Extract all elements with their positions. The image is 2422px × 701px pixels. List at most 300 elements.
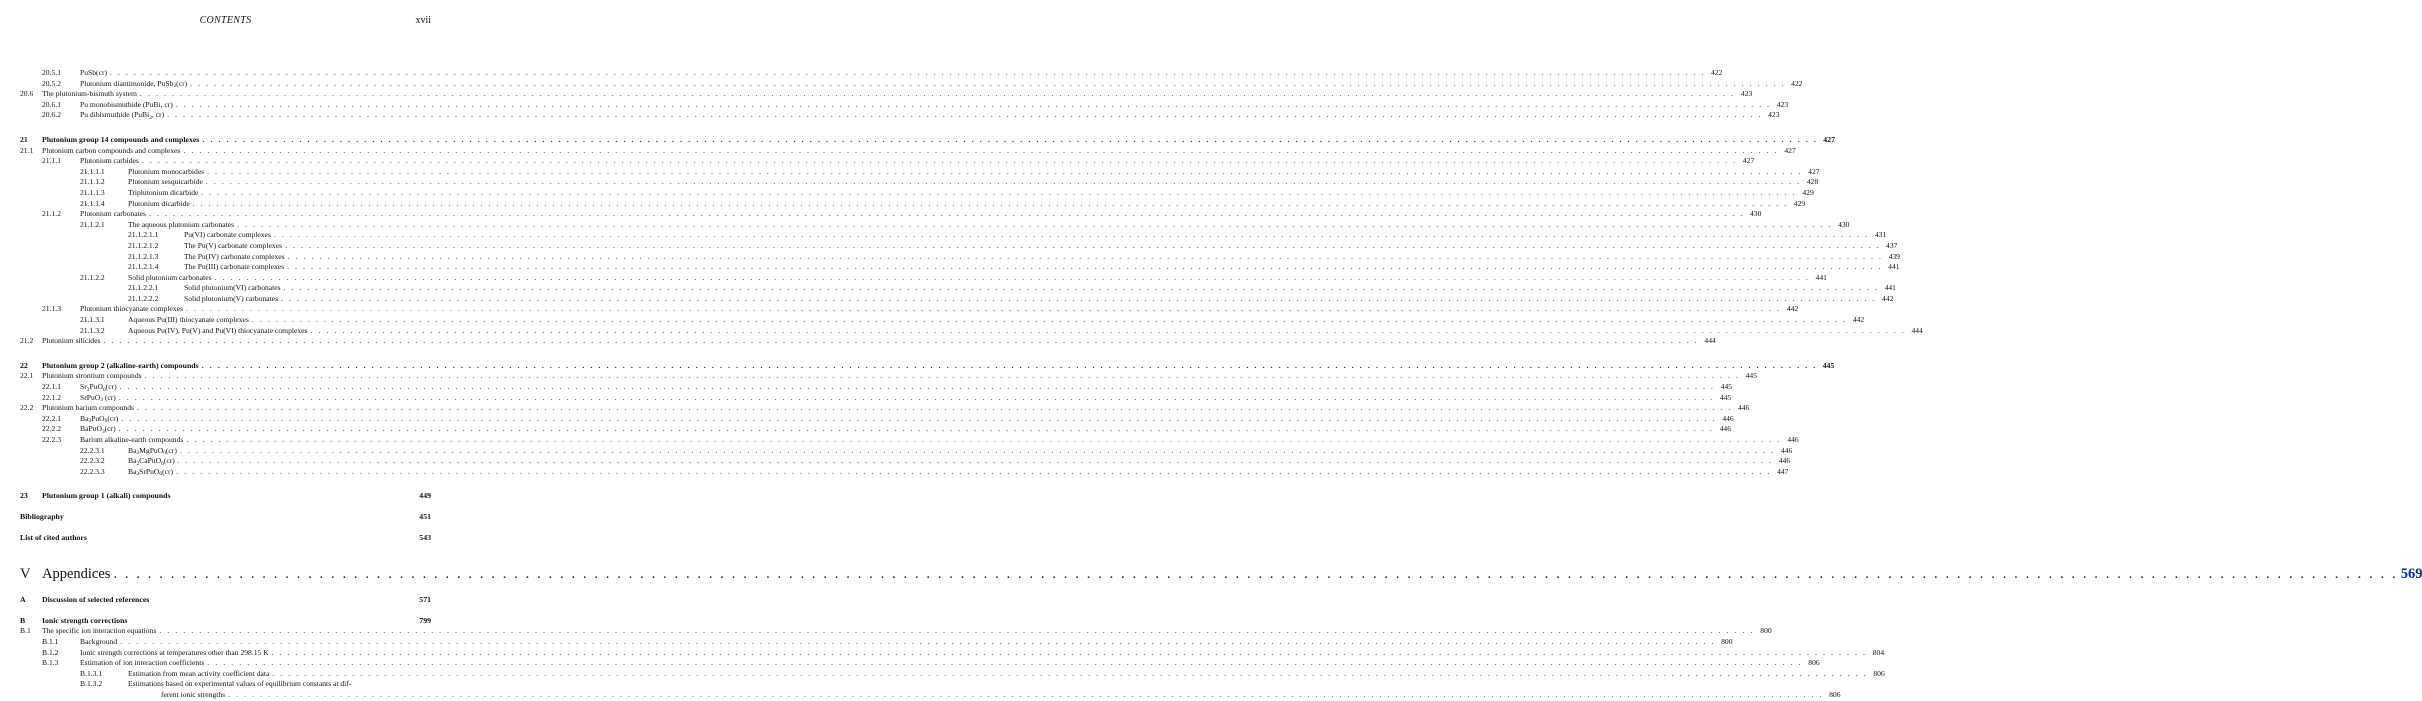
toc-entry-number: 21.1: [20, 145, 34, 155]
header-title: CONTENTS: [199, 15, 252, 26]
toc-entry-page: 446: [1780, 445, 1793, 455]
subscript: 2: [136, 471, 140, 478]
dot-leader: . . . . . . . . . . . . . . . . . . . . . . . . . . . . . . . . . . . . . . . . . . . . . . . . . . . . . . . . . . . . . . . . . . . . . . . . . . . . . . . . . . . . . . . . . . . . . . . . . . . . . . . . . . . . . . . . . . . . . . . . . . . . . . . . . . . . . . . . . . . . . . . . . . . . . . . . . . . . . . . . . . . . . . . . . . . . . . . . . . . . . . . . . . . . . . . . . . . . . . . .: [176, 466, 1772, 476]
subscript: 6: [161, 460, 164, 467]
spacer: [20, 543, 431, 563]
toc-entry-page: 427: [1808, 166, 1820, 176]
title-text: (cr): [104, 424, 116, 434]
title-text: Ba: [80, 413, 89, 423]
toc-entry-number: 22.2.3.2: [80, 456, 105, 466]
toc-entry[interactable]: [20, 110, 1780, 121]
toc-entry-page: 444: [1911, 325, 1923, 335]
dot-leader: . . . . . . . . . . . . . . . . . . . . . . . . . . . . . . . . . . . . . . . . . . . . . . . . . . . . . . . . . . . . . . . . . . . . . . . . . . . . . . . . . . . . . . . . . . . . . . . . . . . . . . . . . . . . . . . . . . . . . . . . . . . . . . . . . . . . . . . . . . . . . . . . . . . . . . . . . . . . . . . . . . . . . . . . . . . . . . . . . . . . . . . . . . . . . . . . . . . . . . . .: [139, 89, 1736, 99]
title-text: Plutonium sesquicarbide: [128, 177, 203, 187]
toc-entry[interactable]: [20, 304, 1799, 315]
spacer: [20, 585, 431, 595]
toc-entry-number: 21.1.2.2.1: [128, 283, 159, 293]
dot-leader: . . . . . . . . . . . . . . . . . . . . . . . . . . . . . . . . . . . . . . . . . . . . . . . . . . . . . . . . . . . . . . . . . . . . . . . . . . . . . . . . . . . . . . . . . . . . . . . . . . . . . . . . . . . . . . . . . . . . . . . . . . . . . . . . . . . . . . . . . . . . . . . . . . . . . . . . . . . . . . . . . . . . . . . . . . . . . . . . . . . . . . . . . . . . . . . . . . . . . . . .: [207, 658, 1803, 668]
toc-entry-number: 20.6.1: [42, 99, 61, 109]
toc-entry-title: [128, 315, 249, 326]
dot-leader: . . . . . . . . . . . . . . . . . . . . . . . . . . . . . . . . . . . . . . . . . . . . . . . . . . . . . . . . . . . . . . . . . . . . . . . . . . . . . . . . . . . . . . . . . . . . . . . . . . . . . . . . . . . . . . . . . . . . . . . . . . . . . . . . . . . . . . . . . . . . . . . . . . . . . . . . . . . . . . . . . . . . . . . . . . . . . . . . . . . . . . . . . . . . . . . . . . . . . . . .: [185, 304, 1782, 314]
toc-entry-page: 422: [1710, 68, 1723, 77]
title-text: (cr): [163, 456, 175, 466]
title-text: PuO: [91, 413, 105, 423]
dot-leader: . . . . . . . . . . . . . . . . . . . . . . . . . . . . . . . . . . . . . . . . . . . . . . . . . . . . . . . . . . . . . . . . . . . . . . . . . . . . . . . . . . . . . . . . . . . . . . . . . . . . . . . . . . . . . . . . . . . . . . . . . . . . . . . . . . . . . . . . . . . . . . . . . . . . . . . . . . . . . . . . . . . . . . . . . . . . . . . . . . . . . . . . . . . . . . . . . . . . . . . .: [205, 177, 1802, 187]
dot-leader: . . . . . . . . . . . . . . . . . . . . . . . . . . . . . . . . . . . . . . . . . . . . . . . . . . . . . . . . . . . . . . . . . . . . . . . . . . . . . . . . . . . . . . . . . . . . . . . . . . . . . . . . . . . . . . . . . . . . . . . . . . . . . . . . . . . . . . . . . . . . . . . . . . . . . . . . . . . . . . . . . . . . . . . . . . . . . . . . . . . . . . . . . . . . . . . . . . . . . . . .: [120, 636, 1716, 646]
toc-entry-page: 441: [1884, 283, 1896, 293]
dot-leader: . . . . . . . . . . . . . . . . . . . . . . . . . . . . . . . . . . . . . . . . . . . . . . . . . . . . . . . . . . . . . . . . . . . . . . . . . . . . . . . . . . . . . . . . . . . . . . . . . . . . . . . . . . . . . . . . . . . . . . . . . . . . . . . . . . . . . . . . . . . . . . . . . . . . . . . . . . . . . . . . . . . . . . . . . . . . . . . . . . . . . . . . . . . . . . . . . . . . . . . .: [202, 134, 1818, 144]
toc-entry-page: 428: [1806, 177, 1819, 187]
subscript: 6: [159, 471, 163, 478]
toc-entry-page: 447: [1777, 466, 1789, 476]
dot-leader: . . . . . . . . . . . . . . . . . . . . . . . . . . . . . . . . . . . . . . . . . . . . . . . . . . . . . . . . . . . . . . . . . . . . . . . . . . . . . . . . . . . . . . . . . . . . . . . . . . . . . . . . . . . . . . . . . . . . . . . . . . . . . . . . . . . . . . . . . . . . . . . . . . . . . . . . . . . . . . . . . . . . . . . . . . . . . . . . . . . . . . . . . . . . . . . . . . . . . . . .: [183, 145, 1779, 155]
toc-entry[interactable]: [20, 371, 1757, 382]
toc-entry-number: B.1: [20, 626, 31, 636]
toc-entry[interactable]: [20, 647, 1885, 659]
dot-leader: . . . . . . . . . . . . . . . . . . . . . . . . . . . . . . . . . . . . . . . . . . . . . . . . . . . . . . . . . . . . . . . . . . . . . . . . . . . . . . . . . . . . . . . . . . . . . . . . . . . . . . . . . . . . . . . . . . . . . . . . . . . . . . . . . . . . . . . . . . . . . . . . . . . . . . . . . . . . . . . . . . . . . . . . . . . . . . . . . . . . . . . . . . . . . . . . . . . . . . . .: [281, 293, 1877, 303]
dot-leader: . . . . . . . . . . . . . . . . . . . . . . . . . . . . . . . . . . . . . . . . . . . . . . . . . . . . . . . . . . . . . . . . . . . . . . . . . . . . . . . . . . . . . . . . . . . . . . . . . . . . . . . . . . . . . . . . . . . . . . . . . . . . . . . . . . . . . . . . . . . . . . . . . . . . . . . . . . . . . . . . . . . . . . . . . . . . . . . . . . . . . . . . . . . . . . . . . . . . . . . .: [175, 99, 1772, 109]
toc-entry-title: [80, 68, 107, 79]
toc-entry[interactable]: [20, 512, 431, 523]
toc-entry-title: [42, 371, 142, 382]
subscript: 3: [101, 428, 105, 435]
toc-entry[interactable]: [20, 177, 1819, 188]
toc-entry[interactable]: [20, 325, 1923, 337]
toc-entry-page: 441: [1888, 262, 1900, 272]
title-text: Solid plutonium(VI) carbonates: [184, 283, 281, 293]
dot-leader: . . . . . . . . . . . . . . . . . . . . . . . . . . . . . . . . . . . . . . . . . . . . . . . . . . . . . . . . . . . . . . . . . . . . . . . . . . . . . . . . . . . . . . . . . . . . . . . . . . . . . . . . . . . . . . . . . . . . . . . . . . . . . . . . . . . . . . . . . . . . . . . . . . . . . . . . . . . . . . . . . . . . . . . . . . . . . . . . . . . . . . . . . . . . . . . . . . . . . . . .: [118, 424, 1714, 434]
toc-entry-page: 423: [1768, 110, 1780, 120]
toc-entry-page: 445: [1822, 360, 1835, 370]
title-text: Pu dibismuthide (PuBi: [80, 110, 150, 120]
title-text: SrPuO: [139, 466, 160, 476]
title-text: Plutonium group 1 (alkali) compounds: [42, 491, 171, 501]
toc-entry-page: 451: [419, 511, 431, 521]
title-text: Ionic strength corrections: [42, 615, 128, 625]
toc-entry-title: [80, 637, 117, 648]
toc-entry-number: 21: [20, 134, 28, 144]
toc-entry-title: [128, 273, 212, 284]
toc-entry[interactable]: [20, 466, 1789, 478]
toc-entry[interactable]: [20, 336, 1716, 347]
dot-leader: . . . . . . . . . . . . . . . . . . . . . . . . . . . . . . . . . . . . . . . . . . . . . . . . . . . . . . . . . . . . . . . . . . . . . . . . . . . . . . . . . . . . . . . . . . . . . . . . . . . . . . . . . . . . . . . . . . . . . . . . . . . . . . . . . . . . . . . . . . . . . . . . . . . . . . . . . . . . . . . . . . . . . . . . . . . . . . . . . . . . . . . . . . . . . . . . . . . . . . . .: [251, 315, 1848, 325]
dot-leader: . . . . . . . . . . . . . . . . . . . . . . . . . . . . . . . . . . . . . . . . . . . . . . . . . . . . . . . . . . . . . . . . . . . . . . . . . . . . . . . . . . . . . . . . . . . . . . . . . . . . . . . . . . . . . . . . . . . . . . . . . . . . . . . . . . . . . . . . . . . . . . . . . . . . . . . . . . . . . . . . . . . . . . . . . . . . . . . . . . . . . . . . . . . . . . . . . . . . . . . .: [192, 198, 1789, 208]
toc-entry-page: 446: [1787, 435, 1799, 444]
toc-entry-page: 427: [1823, 134, 1835, 144]
title-text: Solid plutonium carbonates: [128, 272, 212, 282]
title-text: Plutonium diantimonide, PuSb: [80, 78, 174, 88]
toc-entry-page: 429: [1793, 198, 1806, 208]
title-text: SrPuO: [80, 392, 101, 402]
toc-entry-number: 21.1.2: [42, 209, 61, 219]
toc-entry-number: 21.2: [20, 336, 34, 346]
title-text: Estimation of ion interaction coefficients: [80, 658, 205, 668]
title-text: Pu monobismuthide (PuBi, cr): [80, 99, 173, 109]
toc-entry-title: [184, 241, 282, 252]
toc-entry[interactable]: [20, 563, 2422, 585]
toc-entry-page: 430: [1838, 219, 1850, 229]
toc-entry-number: 22.1.2: [42, 392, 61, 402]
toc-entry-title: [128, 669, 269, 680]
toc-entry-page: 445: [1745, 371, 1757, 381]
title-text: (cr): [176, 78, 188, 88]
dot-leader: . . . . . . . . . . . . . . . . . . . . . . . . . . . . . . . . . . . . . . . . . . . . . . . . . . . . . . . . . . . . . . . . . . . . . . . . . . . . . . . . . . . . . . . . . . . . . . . . . . . . . . . . . . . . . . . . . . . . . . . . . . . . . . . . . . . . . . . . . . . . . . . . . . . . . . . . . . . . . . . . . . . . . . . . . . . . . . . . . . . . . . . . . . . . . . . . . . . . . . . .: [103, 336, 1699, 346]
toc-entry[interactable]: [20, 456, 1791, 467]
title-text: Plutonium dicarbide: [128, 198, 190, 208]
spacer: [20, 606, 431, 616]
toc-entry-title: [42, 403, 134, 414]
title-text: Ba: [128, 445, 137, 455]
toc-entry[interactable]: [20, 134, 1835, 146]
dot-leader: . . . . . . . . . . . . . . . . . . . . . . . . . . . . . . . . . . . . . . . . . . . . . . . . . . . . . . . . . . . . . . . . . . . . . . . . . . . . . . . . . . . . . . . . . . . . . . . . . . . . . . . . . . . . . . . . . . . . . . . . . . . . . . . . . . . . . . . . . . . . . . . . . . . . . . . . . . . . . . . . . . . . . . . . . . . . . . . . . . . . . . . . . . . . . . . . . . . . . . . .: [271, 647, 1868, 657]
toc-entry-title: [80, 648, 269, 659]
title-text: Estimations based on experimental values of equilibrium constants at dif-: [128, 679, 352, 689]
toc-entry[interactable]: [20, 658, 1820, 669]
subscript: 3: [88, 418, 92, 425]
toc-entry-title: [128, 220, 234, 231]
toc-entry-page: 430: [1750, 209, 1762, 219]
toc-entry-title: [128, 167, 204, 178]
toc-entry-page: 799: [419, 615, 431, 625]
toc-entry-number: 22.2.3.1: [80, 445, 105, 455]
toc-entry[interactable]: [20, 360, 1835, 372]
toc-entry-number: 22.1: [20, 371, 34, 381]
toc-entry-page: 444: [1704, 336, 1716, 346]
toc-entry[interactable]: [20, 636, 1733, 648]
dot-leader: . . . . . . . . . . . . . . . . . . . . . . . . . . . . . . . . . . . . . . . . . . . . . . . . . . . . . . . . . . . . . . . . . . . . . . . . . . . . . . . . . . . . . . . . . . . . . . . . . . . . . . . . . . . . . . . . . . . . . . . . . . . . . . . . . . . . . . . . . . . . . . . . . . . . . . . . . . . . . . . . . . . . . . . . . . . . . . . . . . . . . . . . . . . . . . . . . . . . . . . .: [121, 413, 1717, 423]
title-text: The Pu(IV) carbonate complexes: [184, 251, 285, 261]
title-text: Plutonium group 2 (alkaline-earth) compounds: [42, 360, 199, 370]
toc-entry[interactable]: [20, 230, 1887, 241]
toc-entry[interactable]: [20, 435, 1799, 446]
toc-entry[interactable]: [20, 262, 1900, 273]
toc-entry-number: 20.6.2: [42, 110, 61, 120]
toc-entry-title: [161, 690, 225, 701]
toc-entry[interactable]: [20, 679, 431, 690]
toc-entry-number: A: [20, 595, 26, 605]
toc-entry-title: [80, 209, 146, 220]
title-text: BaPuO: [80, 424, 102, 434]
title-text: The specific ion interaction equations: [42, 626, 157, 636]
toc-entry-page: 571: [419, 595, 431, 605]
title-text: Ba: [128, 466, 137, 476]
toc-entry-number: B.1.1: [42, 636, 59, 646]
dot-leader: . . . . . . . . . . . . . . . . . . . . . . . . . . . . . . . . . . . . . . . . . . . . . . . . . . . . . . . . . . . . . . . . . . . . . . . . . . . . . . . . . . . . . . . . . . . . . . . . . . . . . . . . . . . . . . . . . . . . . . . . . . . . . . . . . . . . . . . . . . . . . . . . . . . . . . . . . . . . . . . . . . . . . . . . . . . . . . . . . . . . . . . . . . . . . . . . . . . . . . . .: [177, 456, 1774, 466]
title-text: Plutonium monocarbides: [128, 166, 205, 176]
toc-entry-title: [42, 491, 171, 502]
dot-leader: . . . . . . . . . . . . . . . . . . . . . . . . . . . . . . . . . . . . . . . . . . . . . . . . . . . . . . . . . . . . . . . . . . . . . . . . . . . . . . . . . . . . . . . . . . . . . . . . . . . . . . . . . . . . . . . . . . . . . . . . . . . . . . . . . . . . . . . . . . . . . . . . . . . . . . . . . . . . . . . . . . . . . . . . . . . . . . . . . . . . . . . . . . . . . . . . . . . . . . . .: [141, 156, 1738, 166]
toc-entry-number: B.1.3: [42, 658, 59, 668]
toc-entry-page: 442: [1786, 304, 1799, 314]
toc-entry-page: 446: [1719, 424, 1731, 434]
toc-entry-page: 442: [1882, 293, 1894, 303]
toc-entry-number: 21.1.3.2: [80, 325, 105, 335]
title-text: Bibliography: [20, 511, 64, 521]
toc-entry[interactable]: [20, 283, 1896, 294]
title-text: Aqueous Pu(III) thiocyanate complexes: [128, 315, 249, 325]
toc-entry-page: 800: [1721, 636, 1733, 646]
toc-entry-title: [128, 679, 351, 690]
toc-entry-title: [184, 262, 284, 273]
spacer: [20, 347, 431, 361]
toc-entry-number: 20.5.1: [42, 68, 61, 77]
toc-entry[interactable]: [20, 187, 1814, 199]
title-text: Ba: [128, 456, 137, 466]
toc-entry[interactable]: [20, 145, 1796, 157]
dot-leader: . . . . . . . . . . . . . . . . . . . . . . . . . . . . . . . . . . . . . . . . . . . . . . . . . . . . . . . . . . . . . . . . . . . . . . . . . . . . . . . . . . . . . . . . . . . . . . . . . . . . . . . . . . . . . . . . . . . . . . . . . . . . . . . . . . . . . . . . . . . . . . . . . . . . . . . . . . . . . . . . . . . . . . . . . . . . . . . . . . . . . . . . . . . . . . . . . . . . . . . .: [167, 110, 1763, 120]
toc-entry-page: 445: [1720, 382, 1733, 392]
toc-entry-title: [80, 304, 183, 315]
title-text: Triplutonium dicarbide: [128, 187, 199, 197]
toc-entry[interactable]: [20, 445, 1793, 457]
toc-entry-number: 21.1.1: [42, 156, 61, 166]
subscript: 2: [149, 114, 152, 121]
toc-entry[interactable]: [20, 89, 1753, 100]
toc-entry-number: 23: [20, 491, 28, 501]
dot-leader: . . . . . . . . . . . . . . . . . . . . . . . . . . . . . . . . . . . . . . . . . . . . . . . . . . . . . . . . . . . . . . . . . . . . . . . . . . . . . . . . . . . . . . . . . . . . . . . . . . . . . . . . . . . . . . . . . . . . . . . . . . . . . . . . . . . . . . . . . . . . . . . . . . . . . . . . . . . . . . . . . . . . . . . . . . . . . . . . . . . . . . . . . . . . . . . . . . . . . . . .: [201, 187, 1797, 197]
title-text: (cr): [165, 445, 177, 455]
toc-entry-number: 20.5.2: [42, 78, 61, 88]
toc-entry-page: 543: [419, 532, 431, 542]
toc-entry-number: 22.2.3.3: [80, 466, 105, 476]
toc-entry-page: 445: [1719, 392, 1732, 402]
toc-entry-page: 446: [1778, 456, 1791, 466]
title-text: (cr): [162, 466, 174, 476]
toc-entry[interactable]: [20, 68, 1723, 79]
title-text: MgPuO: [139, 445, 164, 455]
toc-entry[interactable]: [20, 626, 1772, 637]
dot-leader: . . . . . . . . . . . . . . . . . . . . . . . . . . . . . . . . . . . . . . . . . . . . . . . . . . . . . . . . . . . . . . . . . . . . . . . . . . . . . . . . . . . . . . . . . . . . . . . . . . . . . . . . . . . . . . . . . . . . . . . . . . . . . . . . . . . . . . . . . . . . . . . . . . . . . . . . . . . . . . . . . . . . . . . . . . . . . . . . . . . . . . . . . . . . . . . . . . . . . . . .: [149, 209, 1745, 219]
dot-leader: . . . . . . . . . . . . . . . . . . . . . . . . . . . . . . . . . . . . . . . . . . . . . . . . . . . . . . . . . . . . . . . . . . . . . . . . . . . . . . . . . . . . . . . . . . . . . . . . . . . . . . . . . . . . . . . . . . . . . . . . . . . . . . . . . . . . . . . . . . . . . . . . . . . . . . . . . . . . . . . . . . . . . . . . . . . . . . . . . . . . . . . . . . . . . . . . . . . . . . . .: [214, 272, 1810, 282]
toc-entry-page: 423: [1776, 99, 1789, 109]
toc-entry-title: [42, 595, 149, 606]
toc-entry[interactable]: [20, 413, 1734, 425]
toc-entry-title: [20, 512, 64, 523]
title-text: (cr): [102, 392, 116, 402]
title-text: Plutonium barium compounds: [42, 403, 134, 413]
toc-entry-page: 427: [1784, 145, 1796, 155]
title-text: The Pu(V) carbonate complexes: [184, 240, 283, 250]
toc-entry-title: [184, 252, 285, 263]
toc-entry-title: [184, 294, 278, 305]
title-text: CaPuO: [139, 456, 162, 466]
dot-leader: . . . . . . . . . . . . . . . . . . . . . . . . . . . . . . . . . . . . . . . . . . . . . . . . . . . . . . . . . . . . . . . . . . . . . . . . . . . . . . . . . . . . . . . . . . . . . . . . . . . . . . . . . . . . . . . . . . . . . . . . . . . . . . . . . . . . . . . . . . . . . . . . . . . . . . . . . . . . . . . . . . . . . . . . . . . . . . . . . . . . . . . . . . . . . . . . . . . . . . . .: [285, 240, 1881, 250]
toc-entry-page: 439: [1888, 251, 1900, 261]
toc-entry-title: [80, 156, 139, 167]
title-text: Solid plutonium(V) carbonates: [184, 293, 279, 303]
toc-entry-number: 22: [20, 360, 28, 370]
toc-entry-title: [42, 89, 137, 100]
toc-entry[interactable]: [20, 491, 431, 502]
title-text: Plutonium carbides: [80, 156, 139, 166]
title-text: PuO: [89, 382, 103, 392]
title-text: Background: [80, 636, 118, 646]
subscript: 6: [102, 386, 106, 393]
toc-entry[interactable]: [20, 668, 1885, 680]
dot-leader: . . . . . . . . . . . . . . . . . . . . . . . . . . . . . . . . . . . . . . . . . . . . . . . . . . . . . . . . . . . . . . . . . . . . . . . . . . . . . . . . . . . . . . . . . . . . . . . . . . . . . . . . . . . . . . . . . . . . . . . . . . . . . . . . . . . . . . . . . . . . . . . . . . . . . . . . . . . . . . . . . . . . . . . . . . . . . . . . . . . . . . . . . . . . . . . . . . . . . . . .: [287, 251, 1883, 261]
toc-entry-number: 21.1.1.1: [80, 166, 105, 176]
dot-leader: . . . . . . . . . . . . . . . . . . . . . . . . . . . . . . . . . . . . . . . . . . . . . . . . . . . . . . . . . . . . . . . . . . . . . . . . . . . . . . . . . . . . . . . . . . . . . . . . . . . . . . . . . . . . . . . . . . . . . . . . . . . . . . . . . . . . . . . . . . . . . . . . . . . . . . . . . . . . . . . . . . . . . . . . . . . . . . . . . . . . . . . . . . . . . . . . . . . . . . . .: [273, 230, 1870, 240]
toc-entry-title: [80, 658, 204, 669]
subscript: 3: [100, 397, 103, 404]
toc-entry[interactable]: [20, 382, 1733, 393]
toc-entry[interactable]: [20, 403, 1750, 414]
subscript: 2: [136, 450, 140, 457]
title-text: Appendices: [42, 566, 111, 583]
title-text: Plutonium carbonates: [80, 209, 147, 219]
toc-entry-number: B: [20, 615, 26, 625]
dot-leader: . . . . . . . . . . . . . . . . . . . . . . . . . . . . . . . . . . . . . . . . . . . . . . . . . . . . . . . . . . . . . . . . . . . . . . . . . . . . . . . . . . . . . . . . . . . . . . . . . . . . . . . . . . . . . . . . . . . . . . . . . . . . . . . . . . . . . . . . . . . . . . . . . . . . . . . . . . . . . . . . . . . . . . . . . . . . . . . . . . . . . . . . . . . . . . . . . . . . . . . .: [136, 403, 1733, 413]
toc-entry[interactable]: [20, 99, 1789, 111]
toc-entry[interactable]: [20, 616, 431, 627]
spacer: [20, 523, 431, 533]
dot-leader: . . . . . . . . . . . . . . . . . . . . . . . . . . . . . . . . . . . . . . . . . . . . . . . . . . . . . . . . . . . . . . . . . . . . . . . . . . . . . . . . . . . . . . . . . . . . . . . . . . . . . . . . . . . . . . . . . . . . . . . . . . . . . . . . . . . . . . . . . . . . . . . . . . . . . . . . . . . . . . . . . . . . . . . . . . . . . . . . . . . . . . . . . . . . . . . . . . . . . . . .: [179, 445, 1776, 455]
toc-entry-title: [42, 361, 199, 372]
title-text: Estimation from mean activity coefficient data: [128, 668, 270, 678]
toc-entry-title: [184, 283, 281, 294]
toc-entry-title: [128, 199, 190, 210]
toc-entry-number: 22.2: [20, 403, 34, 413]
dot-leader: . . . . . . . . . . . . . . . . . . . . . . . . . . . . . . . . . . . . . . . . . . . . . . . . . . . . . . . . . . . . . . . . . . . . . . . . . . . . . . . . . . . . . . . . . . . . . . . . . . . . . . . . . . . . . . . . . . . . . . . . . . . . . . . . . . . . . . . . . . . . . . . . . . . . . . . . . . . . . . . . . . . . . . . . . . . . . . . . . . . . . . . . . . . . . . . . . . . . . . . .: [190, 78, 1786, 88]
title-text: The plutonium-bismuth system: [42, 89, 137, 99]
toc-entry[interactable]: [20, 272, 1827, 284]
toc-entry-number: 22.2.3: [42, 435, 61, 444]
toc-entry-page: 429: [1802, 187, 1814, 197]
toc-entry[interactable]: [20, 78, 1803, 90]
title-text: Plutonium silicides: [42, 336, 101, 346]
header-page-number: xvii: [415, 15, 431, 26]
toc-entry-page: 423: [1740, 89, 1753, 99]
toc-entry-page: 806: [1808, 658, 1820, 668]
title-text: Barium alkaline-earth compounds: [80, 435, 184, 444]
spacer: [20, 477, 431, 491]
toc-entry-number: 21.1.1.2: [80, 177, 105, 187]
dot-leader: . . . . . . . . . . . . . . . . . . . . . . . . . . . . . . . . . . . . . . . . . . . . . . . . . . . . . . . . . . . . . . . . . . . . . . . . . . . . . . . . . . . . . . . . . . . . . . . . . . . . . . . . . . . . . . . . . . . . . . . . . . . . . . . . . . . . . . . . . . . . . . . . . . . . . . . . . . . . . . . . . . . . . . . . . . . . . . . . . . . . . . . . . . . . . . . . . . . . . . . .: [310, 325, 1906, 335]
toc-entry[interactable]: [20, 533, 431, 544]
title-text: Plutonium strontium compounds: [42, 371, 142, 381]
dot-leader: . . . . . . . . . . . . . . . . . . . . . . . . . . . . . . . . . . . . . . . . . . . . . . . . . . . . . . . . . . . . . . . . . . . . . . . . . . . . . . . . . . . . . . . . . . . . . . . . . . . . . . . . . . . . . . . . . . . . . . . . . . . . . . . . . . . . . . . . . . . . . . . . . . . . . . . . . . . . . . . . . . . . . . . . . . . . . . . . . . . . . . . . . . . . . . . . . . . . . . . .: [144, 371, 1740, 381]
toc-entry-number: 22.1.1: [42, 382, 61, 392]
toc-entry-title: [128, 326, 307, 337]
table-of-contents: [20, 68, 2422, 701]
toc-entry-page: 806: [1873, 668, 1885, 678]
toc-entry-title: [42, 336, 100, 347]
toc-entry[interactable]: [20, 156, 1755, 167]
subscript: 6: [163, 450, 166, 457]
dot-leader: . . . . . . . . . . . . . . . . . . . . . . . . . . . . . . . . . . . . . . . . . . . . . . . . . . . . . . . . . . . . . . . . . . . . . . . . . . . . . . . . . . . . . . . . . . . . . . . . . . . . . . . . . . . . . . . . . . . . . . . . . . . . . . . . . . . . . . . . . . . . . . . . . . . . . . . . . . . . . . . . . . . . . . . . . . . . . . . . . . . . . . . . . . . . . . . . . . . . . . . .: [237, 219, 1833, 229]
title-text: Plutonium group 14 compounds and complexes: [42, 134, 200, 144]
dot-leader: . . . . . . . . . . . . . . . . . . . . . . . . . . . . . . . . . . . . . . . . . . . . . . . . . . . . . . . . . . . . . . . . . . . . . . . . . . . . . . . . . . . . . . . . . . . . . . . . . . . . . . . . . . . . . . . . . . . . . . . . . . . . . . . . . . . . . . . . . . . . . . . . . . . . . . . . . . . . . . . . . . . . . . . . . . . . . . . . . . . . . . . . . . . . . . . . . . . . . . . .: [207, 166, 1803, 176]
toc-entry-number: 22.2.2: [42, 424, 61, 434]
spacer: [20, 502, 431, 512]
toc-entry[interactable]: [20, 293, 1894, 305]
dot-leader: . . . . . . . . . . . . . . . . . . . . . . . . . . . . . . . . . . . . . . . . . . . . . . . . . . . . . . . . . . . . . . . . . . . . . . . . . . . . . . . . . . . . . . . . . . . . . . . . . . . . . . . . . . . . . . . . . . . . . . . . . . . . . . . . . . . . . . . . . . . . . . . . . . . . . . . . . . . . . . . . . . . . . . . . . . . . . . . . . . . . . . . . . . . . . . . . . . . . . . . .: [159, 626, 1755, 636]
toc-entry-number: 21.1.1.3: [80, 187, 105, 197]
toc-entry-title: [128, 177, 203, 188]
title-text: , cr): [151, 110, 165, 120]
dot-leader: . . . . . . . . . . . . . . . . . . . . . . . . . . . . . . . . . . . . . . . . . . . . . . . . . . . . . . . . . . . . . . . . . . . . . . . . . . . . . . . . . . . . . . . . . . . . . . . . . . . . . . . . . . . . . . . . . . . . . . . . . . . . . . . . . . . . . . . . . . . . . . . . . . . . . . . . . . . . . . . . . . . . . . . . . . . . . . . . . . . . . . . . . . . . . . . . . . . . . . . .: [228, 689, 1824, 699]
toc-entry-title: [80, 110, 164, 122]
toc-entry[interactable]: [20, 209, 1762, 220]
toc-entry-page: 446: [1737, 403, 1750, 413]
toc-entry-page: 800: [1760, 626, 1772, 636]
toc-entry-page: 569: [2400, 566, 2422, 583]
toc-entry-page: 804: [1872, 647, 1885, 657]
toc-entry[interactable]: [20, 392, 1732, 404]
toc-entry-page: 441: [1815, 272, 1827, 282]
dot-leader: . . . . . . . . . . . . . . . . . . . . . . . . . . . . . . . . . . . . . . . . . . . . . . . . . . . . . . . . . . . . . . . . . . . . . . . . . . . . . . . . . . . . . . . . . . . . . . . . . . . . . . . . . . . . . . . . . . . . . . . . . . . . . . . . . . . . . . . . . . . . . . . . . . . . . . . . . . . . . . . . . . . . . . . . . . . . . . . . . . . . . . . . . . . . . . . . . . . . . . . .: [110, 68, 1706, 77]
toc-entry[interactable]: [20, 315, 1865, 326]
toc-entry-title: [184, 230, 271, 241]
toc-entry[interactable]: [20, 198, 1806, 210]
toc-entry-title: [42, 563, 110, 585]
title-text: Sr: [80, 382, 87, 392]
toc-entry-page: 431: [1874, 230, 1887, 240]
toc-entry-number: 21.1.2.1.2: [128, 240, 159, 250]
dot-leader: . . . . . . . . . . . . . . . . . . . . . . . . . . . . . . . . . . . . . . . . . . . . . . . . . . . . . . . . . . . . . . . . . . . . . . . . . . . . . . . . . . . . . . . . . . . . . . . . . . . . . . . . . . . . . . . . . . . . . . . . . . . . . . . . . . . . . . . . . . . . . . . . . . . . . . . . . . . . . . . . . . . . . . . . . . . . . . . . . . . . . . . . . . . . . . . . . . . . . . . .: [287, 262, 1883, 272]
dot-leader: . . . . . . . . . . . . . . . . . . . . . . . . . . . . . . . . . . . . . . . . . . . . . . . . . . . . . . . . . . . . . . . . . . . . . . . . . . . . . . . . . . . . . . . . . . . . . . . . . . . . . . . . . . . . . . . . . . . . . . . . . . . . . . . . . . . . . . . . . . . . . . . . . . . . . . . . . . . . . . . . . . . . . . . . . . . . . . . . . . . . . . . . . . . . . . . . . . . . . . . .: [272, 668, 1868, 678]
toc-entry[interactable]: [20, 240, 1898, 252]
subscript: 2: [136, 460, 140, 467]
title-text: Plutonium carbon compounds and complexes: [42, 145, 181, 155]
toc-entry-page: 422: [1791, 78, 1803, 88]
toc-entry-title: [42, 135, 199, 146]
toc-entry-page: 437: [1886, 240, 1898, 250]
title-text: Aqueous Pu(IV), Pu(V) and Pu(VI) thiocyanate complexes: [128, 325, 308, 335]
toc-entry-title: [80, 100, 173, 111]
dot-leader: . . . . . . . . . . . . . . . . . . . . . . . . . . . . . . . . . . . . . . . . . . . . . . . . . . . . . . . . . . . . . . . . . . . . . . . . . . . . . . . . . . . . . . . . . . . . . . . . . . . . . . . . . . . . . . . . . . . . . . . . . . . . . . . . . . . . . . . . . . . . . . . . . . . . . . . . . . . . . . . . . . . . . . . . . . . . . . . . . . . . . . . . . . . . . . . . . . . . . . . .: [283, 283, 1879, 293]
subscript: 6: [104, 418, 108, 425]
running-header: [20, 15, 431, 29]
toc-entry-number: B.1.2: [42, 647, 59, 657]
toc-entry-title: [80, 435, 183, 446]
dot-leader: . . . . . . . . . . . . . . . . . . . . . . . . . . . . . . . . . . . . . . . . . . . . . . . . . . . . . . . . . . . . . . . . . . . . . . . . . . . . . . . . . . . . . . . . . . . . . . . . . . . . . . . . . . . . . . . . . . . . . . . . . . . . . . . . . . . . . . . . . . . . . . . . . . . . . . . . . . . . . . . . . . . . . . . . . . . . . . . . . . . . . . . . . . . . . . . . . . . . . . . .: [119, 382, 1716, 392]
toc-entry-number: 21.1.2.2.2: [128, 293, 159, 303]
dot-leader: . . . . . . . . . . . . . . . . . . . . . . . . . . . . . . . . . . . . . . . . . . . . . . . . . . . . . . . . . . . . . . . . . . . . . . . . . . . . . . . . . . . . . . . . . . . . . . . . . . . . . . . . . . . . . . . . . . . . . . . . . . . . . . . . . . . . . . . . . . . . . . . . . . . . . . . . . . . . . . . . . . . . . . . . . . . . . . . . . . . . . . . . . . . . . . . . . . . . . . . .: [201, 360, 1818, 370]
title-text: ferent ionic strengths: [161, 689, 226, 699]
title-text: Plutonium thiocyanate complexes: [80, 304, 183, 314]
toc-entry[interactable]: [20, 166, 1820, 178]
toc-entry-number: B.1.3.2: [80, 679, 103, 689]
toc-entry[interactable]: [20, 219, 1850, 231]
title-text: Ionic strength corrections at temperatures other than 298.15 K: [80, 647, 269, 657]
toc-entry-page: 806: [1829, 689, 1841, 699]
toc-entry[interactable]: [20, 251, 1900, 263]
toc-entry-title: [42, 616, 127, 627]
toc-entry-number: 21.1.3.1: [80, 315, 105, 325]
toc-entry[interactable]: [20, 689, 1841, 701]
title-text: The Pu(III) carbonate complexes: [184, 262, 285, 272]
toc-entry-number: 21.1.2.1: [80, 219, 105, 229]
title-text: Pu(VI) carbonate complexes: [184, 230, 271, 240]
dot-leader: . . . . . . . . . . . . . . . . . . . . . . . . . . . . . . . . . . . . . . . . . . . . . . . . . . . . . . . . . . . . . . . . . . . . . . . . . . . . . . . . . . . . . . . . . . . . . . . . . . . . . . . . . . . . . . . . . . . . . . . . . . . . . . . . . . . . . . . . . . . . . . . . . . . . . . . . . . . . . . . . . . . . . . . . . . . . . . . . . . . . . . . . . . . . . . . . . . . . . . . .: [118, 392, 1715, 402]
toc-entry[interactable]: [20, 595, 431, 606]
dot-leader: . . . . . . . . . . . . . . . . . . . . . . . . . . . . . . . . . . . . . . . . . . . . . . . . . . . . . . . . . . . . . . . . . . . . . . . . . . . . . . . . . . . . . . . . . . . . . . . . . . . . . . . . . . . . . . . . . . . . . . . . . . . . . . . . . . . . . . . . . . . . . . . . . . . . . . . . . . . . . . . . . . . . . . . . . . . . . . . . . . . . . . . . . . . . . . . . . . . . . . . .: [186, 435, 1782, 444]
toc-entry-number: 20.6: [20, 89, 34, 99]
toc-entry[interactable]: [20, 424, 1731, 435]
toc-entry-number: 21.1.2.2: [80, 272, 105, 282]
title-text: (cr): [107, 413, 119, 423]
title-text: List of cited authors: [20, 532, 87, 542]
dot-leader: . . . . . . . . . . . . . . . . . . . . . . . . . . . . . . . . . . . . . . . . . . . . . . . . . . . . . . . . . . . . . . . . . . . . . . . . . . . . . . . . . . . . . . . . . . . . . . . . . . . . . . . . . . . . . . . . . . . . . . . . . . . . . . . . . . . . . . . . . . . . . . . . . . . . . . . . . . . . . . . . . . . . . . . . . . . . . . . . . . . . . . . . . . . . . . . . . . . . . . . .: [113, 566, 2398, 583]
title-text: (cr): [105, 382, 117, 392]
toc-entry-number: 22.2.1: [42, 413, 61, 423]
toc-entry-page: 427: [1742, 156, 1755, 166]
toc-entry-title: [128, 188, 198, 199]
title-text: PuSb(cr): [80, 68, 107, 77]
title-text: The aqueous plutonium carbonates: [128, 219, 235, 229]
toc-entry-number: B.1.3.1: [80, 668, 103, 678]
